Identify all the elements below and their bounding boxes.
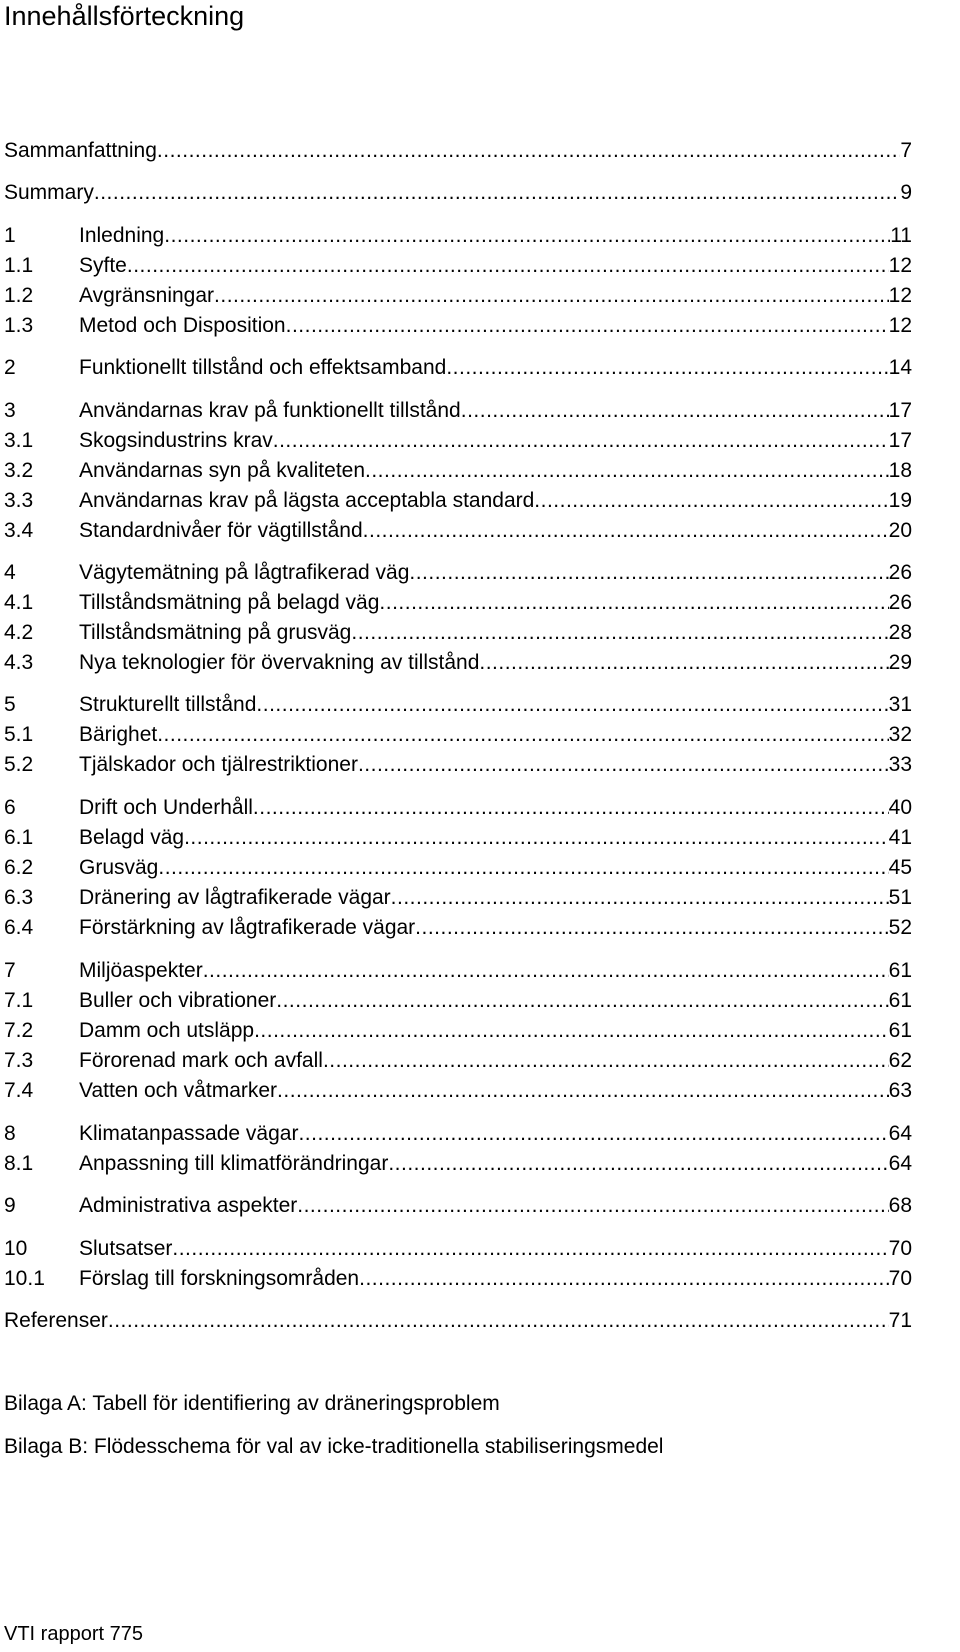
toc-entry-page-number: 12 (888, 254, 912, 277)
toc-entry-page-number: 70 (888, 1267, 912, 1290)
toc-entry-page-number: 40 (888, 796, 912, 819)
toc-entry-page-number: 71 (888, 1309, 912, 1332)
toc-entry (4, 354, 912, 382)
toc-entry (4, 649, 912, 677)
toc-entry-page-number: 32 (888, 723, 912, 746)
toc-entry (4, 914, 912, 942)
toc-entry-page-number: 63 (888, 1079, 912, 1102)
toc-entry-title: Drift och Underhåll (79, 796, 253, 819)
toc-entry-page-number: 70 (888, 1237, 912, 1260)
toc-entry (4, 957, 912, 985)
toc-entry-title: Tillståndsmätning på grusväg (79, 621, 352, 644)
toc-dot-leader (157, 137, 900, 165)
toc-entry-number: 3.3 (4, 489, 34, 512)
toc-entry-title: Bärighet (79, 723, 158, 746)
toc-entry-page-number: 12 (888, 284, 912, 307)
toc-entry-title: Funktionellt tillstånd och effektsamband (79, 356, 447, 379)
toc-entry-title: Anpassning till klimatförändringar (79, 1152, 389, 1175)
toc-dot-leader (298, 1120, 888, 1148)
toc-entry-title: Tillståndsmätning på belagd väg (79, 591, 380, 614)
toc-dot-leader (379, 589, 888, 617)
toc-entry (4, 824, 912, 852)
toc-entry-page-number: 17 (888, 429, 912, 452)
toc-entry-title: Tjälskador och tjälrestriktioner (79, 753, 358, 776)
appendix-b: Bilaga B: Flödesschema för val av icke-traditionella stabiliseringsmedel (4, 1435, 664, 1458)
toc-entry-number: 5 (4, 693, 16, 716)
toc-entry (4, 987, 912, 1015)
toc-entry (4, 721, 912, 749)
toc-entry-page-number: 26 (888, 561, 912, 584)
toc-entry-title: Vatten och våtmarker (79, 1079, 278, 1102)
toc-entry (4, 794, 912, 822)
toc-entry (4, 1192, 912, 1220)
toc-entry-page-number: 62 (888, 1049, 912, 1072)
toc-entry-page-number: 61 (888, 989, 912, 1012)
toc-entry-page-number: 51 (888, 886, 912, 909)
toc-entry-page-number: 61 (888, 1019, 912, 1042)
toc-entry-number: 1.2 (4, 284, 34, 307)
toc-entry-title: Förstärkning av lågtrafikerade vägar (79, 916, 416, 939)
page-title: Innehållsförteckning (4, 1, 245, 31)
toc-dot-leader (363, 517, 889, 545)
toc-entry (4, 691, 912, 719)
toc-entry-title: Skogsindustrins krav (79, 429, 273, 452)
toc-entry-page-number: 11 (890, 224, 912, 247)
toc-entry-number: 7.1 (4, 989, 34, 1012)
toc-entry (4, 1307, 912, 1335)
toc-entry (4, 1047, 912, 1075)
toc-entry (4, 179, 912, 207)
toc-entry (4, 487, 912, 515)
toc-entry-number: 10.1 (4, 1267, 45, 1290)
toc-dot-leader (277, 1077, 889, 1105)
toc-dot-leader (157, 721, 888, 749)
toc-dot-leader (214, 282, 889, 310)
toc-entry (4, 1265, 912, 1293)
toc-entry (4, 312, 912, 340)
toc-entry-title: Användarnas syn på kvaliteten (79, 459, 366, 482)
toc-entry-number: 10 (4, 1237, 28, 1260)
toc-entry-number: 6.3 (4, 886, 34, 909)
toc-entry (4, 252, 912, 280)
toc-entry-number: 7 (4, 959, 16, 982)
toc-entry-page-number: 19 (888, 489, 912, 512)
toc-entry (4, 589, 912, 617)
toc-dot-leader (409, 559, 888, 587)
toc-entry-page-number: 28 (888, 621, 912, 644)
toc-entry-title: Inledning (79, 224, 165, 247)
toc-entry (4, 854, 912, 882)
toc-dot-leader (391, 884, 889, 912)
toc-dot-leader (94, 179, 900, 207)
toc-entry-title: Avgränsningar (79, 284, 215, 307)
toc-dot-leader (359, 1265, 889, 1293)
toc-entry (4, 1120, 912, 1148)
toc-entry-number: 4.3 (4, 651, 34, 674)
toc-entry (4, 1077, 912, 1105)
toc-entry-page-number: 18 (888, 459, 912, 482)
page-footer: VTI rapport 775 (4, 1623, 143, 1645)
toc-entry-page-number: 29 (888, 651, 912, 674)
toc-entry-title: Förorenad mark och avfall (79, 1049, 323, 1072)
toc-entry-number: 3.1 (4, 429, 34, 452)
toc-dot-leader (461, 397, 889, 425)
toc-entry-title: Klimatanpassade vägar (79, 1122, 299, 1145)
toc-entry (4, 751, 912, 779)
toc-entry-number: 7.4 (4, 1079, 34, 1102)
toc-entry-page-number: 33 (888, 753, 912, 776)
toc-entry-title: Användarnas krav på lägsta acceptabla standard (79, 489, 535, 512)
toc-dot-leader (172, 1235, 888, 1263)
toc-entry-number: 8 (4, 1122, 16, 1145)
toc-entry-number: 8.1 (4, 1152, 34, 1175)
toc-dot-leader (184, 824, 889, 852)
toc-entry-number: 2 (4, 356, 16, 379)
toc-entry-page-number: 7 (900, 139, 912, 162)
toc-entry (4, 884, 912, 912)
toc-entry-title: Miljöaspekter (79, 959, 203, 982)
toc-dot-leader (273, 427, 889, 455)
toc-entry (4, 282, 912, 310)
toc-entry-number: 6 (4, 796, 16, 819)
toc-entry-number: 5.2 (4, 753, 34, 776)
toc-dot-leader (479, 649, 888, 677)
toc-entry-title: Nya teknologier för övervakning av tillstånd (79, 651, 480, 674)
toc-entry-number: 4.1 (4, 591, 34, 614)
toc-entry-number: 1 (4, 224, 16, 247)
toc-entry-number: 7.3 (4, 1049, 34, 1072)
toc-dot-leader (108, 1307, 889, 1335)
toc-entry-page-number: 20 (888, 519, 912, 542)
toc-entry-title: Damm och utsläpp (79, 1019, 255, 1042)
toc-dot-leader (276, 987, 888, 1015)
toc-entry-page-number: 26 (888, 591, 912, 614)
toc-entry-page-number: 31 (888, 693, 912, 716)
toc-entry (4, 427, 912, 455)
toc-entry-number: 3 (4, 399, 16, 422)
toc-entry-number: 1.3 (4, 314, 34, 337)
toc-entry-title: Metod och Disposition (79, 314, 286, 337)
toc-entry-title: Sammanfattning (4, 139, 157, 162)
toc-dot-leader (351, 619, 888, 647)
toc-dot-leader (254, 1017, 889, 1045)
toc-dot-leader (534, 487, 888, 515)
toc-entry (4, 1235, 912, 1263)
toc-entry (4, 397, 912, 425)
toc-entry (4, 457, 912, 485)
appendix-a: Bilaga A: Tabell för identifiering av dräneringsproblem (4, 1392, 500, 1415)
toc-entry-title: Slutsatser (79, 1237, 173, 1260)
toc-entry-page-number: 61 (888, 959, 912, 982)
toc-dot-leader (203, 957, 889, 985)
toc-entry-page-number: 64 (888, 1122, 912, 1145)
toc-entry-title: Syfte (79, 254, 127, 277)
toc-dot-leader (365, 457, 889, 485)
toc-entry-title: Grusväg (79, 856, 159, 879)
toc-entry (4, 1150, 912, 1178)
toc-entry-page-number: 9 (900, 181, 912, 204)
toc-entry (4, 559, 912, 587)
toc-entry-title: Vägytemätning på lågtrafikerad väg (79, 561, 410, 584)
toc-entry-title: Användarnas krav på funktionellt tillstånd (79, 399, 461, 422)
toc-entry-number: 7.2 (4, 1019, 34, 1042)
toc-entry (4, 517, 912, 545)
toc-entry-number: 6.4 (4, 916, 34, 939)
toc-entry-title: Referenser (4, 1309, 108, 1332)
toc-entry-title: Buller och vibrationer (79, 989, 277, 1012)
toc-entry-number: 1.1 (4, 254, 34, 277)
toc-dot-leader (127, 252, 889, 280)
toc-entry-title: Summary (4, 181, 94, 204)
toc-entry-page-number: 17 (888, 399, 912, 422)
toc-entry-title: Dränering av lågtrafikerade vägar (79, 886, 391, 909)
toc-entry-page-number: 64 (888, 1152, 912, 1175)
toc-entry-number: 3.4 (4, 519, 34, 542)
toc-entry-title: Standardnivåer för vägtillstånd (79, 519, 363, 542)
toc-dot-leader (253, 794, 889, 822)
toc-dot-leader (286, 312, 889, 340)
toc-entry-number: 9 (4, 1194, 16, 1217)
toc-dot-leader (158, 854, 888, 882)
toc-entry-page-number: 45 (888, 856, 912, 879)
toc-entry-title: Förslag till forskningsområden (79, 1267, 360, 1290)
toc-entry-number: 6.2 (4, 856, 34, 879)
toc-entry-title: Administrativa aspekter (79, 1194, 298, 1217)
toc-dot-leader (415, 914, 888, 942)
toc-entry-page-number: 14 (888, 356, 912, 379)
toc-entry (4, 1017, 912, 1045)
toc-entry-page-number: 41 (888, 826, 912, 849)
toc-dot-leader (256, 691, 888, 719)
toc-entry (4, 137, 912, 165)
toc-dot-leader (388, 1150, 888, 1178)
toc-entry-number: 6.1 (4, 826, 34, 849)
toc-entry-number: 5.1 (4, 723, 34, 746)
toc-dot-leader (164, 222, 890, 250)
toc-entry-number: 4 (4, 561, 16, 584)
toc-entry (4, 222, 912, 250)
toc-dot-leader (323, 1047, 889, 1075)
toc-entry-number: 4.2 (4, 621, 34, 644)
toc-entry-page-number: 52 (888, 916, 912, 939)
toc-entry-page-number: 12 (888, 314, 912, 337)
toc-entry-title: Belagd väg (79, 826, 185, 849)
toc-entry-title: Strukturellt tillstånd (79, 693, 257, 716)
toc-entry (4, 619, 912, 647)
toc-dot-leader (297, 1192, 888, 1220)
toc-entry-number: 3.2 (4, 459, 34, 482)
toc-entry-page-number: 68 (888, 1194, 912, 1217)
toc-dot-leader (358, 751, 889, 779)
toc-dot-leader (446, 354, 888, 382)
